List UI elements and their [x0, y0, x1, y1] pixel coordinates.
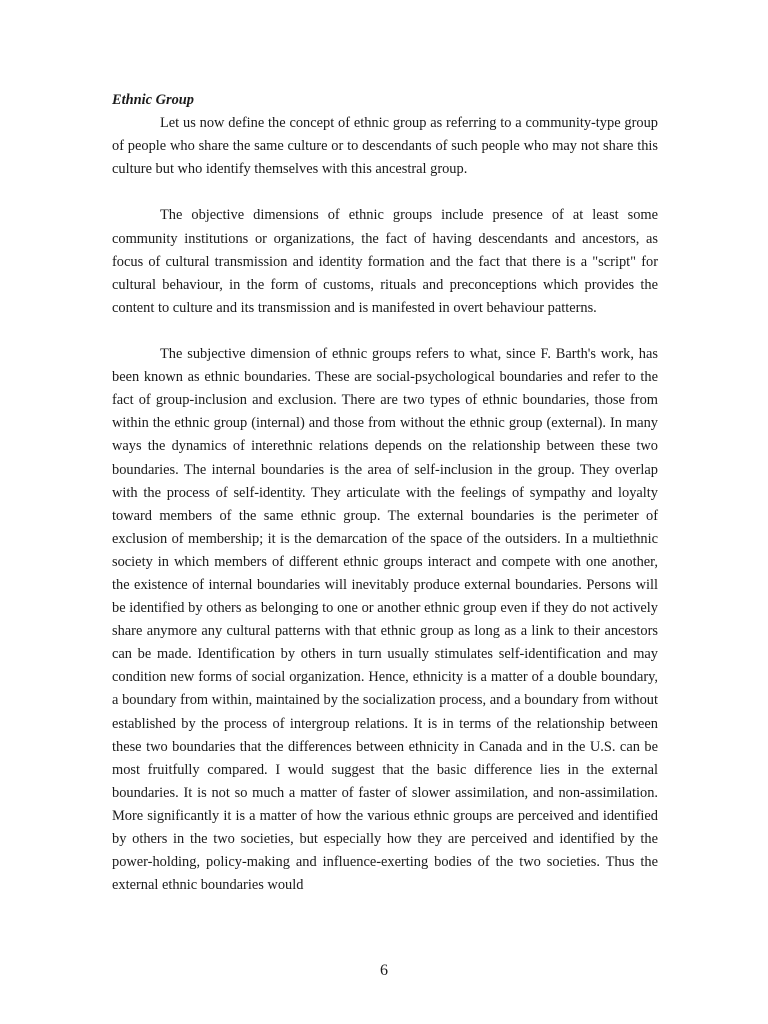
page-content	[112, 89, 658, 897]
section-heading: Ethnic Group	[112, 92, 194, 108]
paragraph-definition: Let us now define the concept of ethnic group as referring to a community-type group of people who share the same culture or to descendants of such people who may not share this culture but who identify themselves with this ancestral group.	[112, 115, 658, 178]
page-number: 6	[380, 962, 388, 979]
paragraph-subjective-dimension: The subjective dimension of ethnic groups refers to what, since F. Barth's work, has been known as ethnic boundaries. These are social-psychological boundaries and refer to the fact of group-inclusion and exclusion. There are two types of ethnic boundaries, those from within the ethnic group (internal) and those from without the ethnic group (external). In many ways the dynamics of interethnic relations depends on the relationship between these two boundaries. The internal boundaries is the area of self-inclusion in the group. They overlap with the process of self-identity. They articulate with the feelings of sympathy and loyalty toward members of the same ethnic group. The external boundaries is the perimeter of exclusion of membership; it is the demarcation of the space of the outsiders. In a multiethnic society in which members of different ethnic groups interact and compete with one another, the existence of internal boundaries will inevitably produce external boundaries. Persons will be identified by others as belonging to one or another ethnic group even if they do not actively share anymore any cultural patterns with that ethnic group as long as a link to their ancestors can be made. Identification by others in turn usually stimulates self-identification and may condition new forms of social organization. Hence, ethnicity is a matter of a double boundary, a boundary from within, maintained by the socialization process, and a boundary from without established by the process of intergroup relations. It is in terms of the relationship between these two boundaries that the differences between ethnicity in Canada and in the U.S. can be most fruitfully compared. I would suggest that the basic difference lies in the external boundaries. It is not so much a matter of faster of slower assimilation, and non-assimilation. More significantly it is a matter of how the various ethnic groups are perceived and identified by others in the two societies, but especially how they are perceived and identified by the power-holding, policy-making and influence-exerting bodies of the two societies. Thus the external ethnic boundaries would	[112, 346, 658, 894]
paragraph-objective-dimensions: The objective dimensions of ethnic groups include presence of at least some community institutions or organizations, the fact of having descendants and ancestors, as focus of cultural transmission and identity formation and the fact that there is a "script" for cultural behaviour, in the form of customs, rituals and preconceptions which provides the content to culture and its transmission and is manifested in overt behaviour patterns.	[112, 207, 658, 316]
